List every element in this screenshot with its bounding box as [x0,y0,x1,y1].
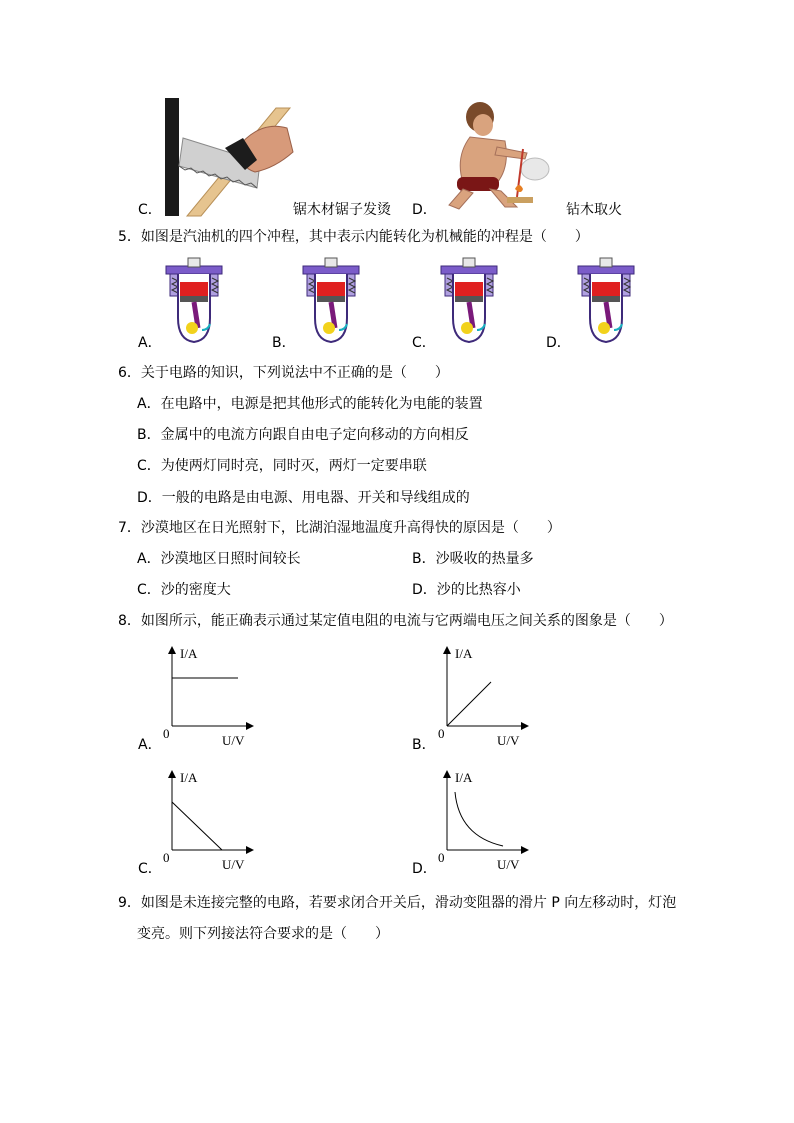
graph-c-x-label: U/V [222,857,245,872]
q7-option-d: D．沙的比热容小 [412,582,521,598]
q4-option-d-caption: 钻木取火 [566,202,622,218]
q8-option-b-letter: B． [412,737,436,753]
graph-d-origin: 0 [438,850,445,865]
engine-stroke-d-image [574,258,638,344]
graph-c-curve [172,802,222,850]
engine-stroke-c-image [437,258,501,344]
q5-option-b-letter: B． [272,335,296,351]
graph-c-y-label: I/A [180,770,198,785]
graph-d-y-label: I/A [455,770,473,785]
graph-b [435,646,545,736]
graph-d-curve [455,792,503,846]
graph-c [160,770,270,860]
q5-option-a-letter: A． [138,335,162,351]
q5-option-d-letter: D． [546,335,571,351]
q4-option-c-letter: C． [138,202,162,218]
graph-a [160,646,270,736]
q6-option-a: A．在电路中，电源是把其他形式的能转化为电能的装置 [137,396,483,412]
graph-a-x-label: U/V [222,733,245,748]
q5-stem: 5．如图是汽油机的四个冲程，其中表示内能转化为机械能的冲程是（ ） [118,229,589,245]
q6-option-d: D．一般的电路是由电源、用电器、开关和导线组成的 [137,490,470,506]
q7-option-c: C．沙的密度大 [137,582,231,598]
q7-option-a: A．沙漠地区日照时间较长 [137,551,301,567]
graph-d [435,770,545,860]
q4-option-d-letter: D． [412,202,437,218]
q8-stem: 8．如图所示，能正确表示通过某定值电阻的电流与它两端电压之间关系的图象是（ ） [118,613,673,629]
graph-a-origin: 0 [163,726,170,741]
graph-b-origin: 0 [438,726,445,741]
q8-option-c-letter: C． [138,861,162,877]
q8-option-a-letter: A． [138,737,162,753]
q4-option-c-caption: 锯木材锯子发烫 [293,202,391,218]
q6-option-b: B．金属中的电流方向跟自由电子定向移动的方向相反 [137,427,469,443]
q9-stem-line2: 变亮。则下列接法符合要求的是（ ） [137,926,389,942]
graph-c-origin: 0 [163,850,170,865]
graph-d-x-label: U/V [497,857,520,872]
drill-fire-image [435,97,565,215]
q7-stem: 7．沙漠地区在日光照射下，比湖泊湿地温度升高得快的原因是（ ） [118,520,561,536]
engine-stroke-a-image [162,258,226,344]
graph-b-y-label: I/A [455,646,473,661]
q6-option-c: C．为使两灯同时亮，同时灭，两灯一定要串联 [137,458,427,474]
q8-option-d-letter: D． [412,861,437,877]
engine-stroke-b-image [299,258,363,344]
graph-b-x-label: U/V [497,733,520,748]
graph-b-curve [447,682,491,726]
saw-wood-image [165,98,295,216]
q5-option-c-letter: C． [412,335,436,351]
graph-a-y-label: I/A [180,646,198,661]
q9-stem-line1: 9．如图是未连接完整的电路，若要求闭合开关后，滑动变阻器的滑片 P 向左移动时，灯泡 [118,895,677,911]
q7-option-b: B．沙吸收的热量多 [412,551,534,567]
q6-stem: 6．关于电路的知识，下列说法中不正确的是（ ） [118,365,449,381]
